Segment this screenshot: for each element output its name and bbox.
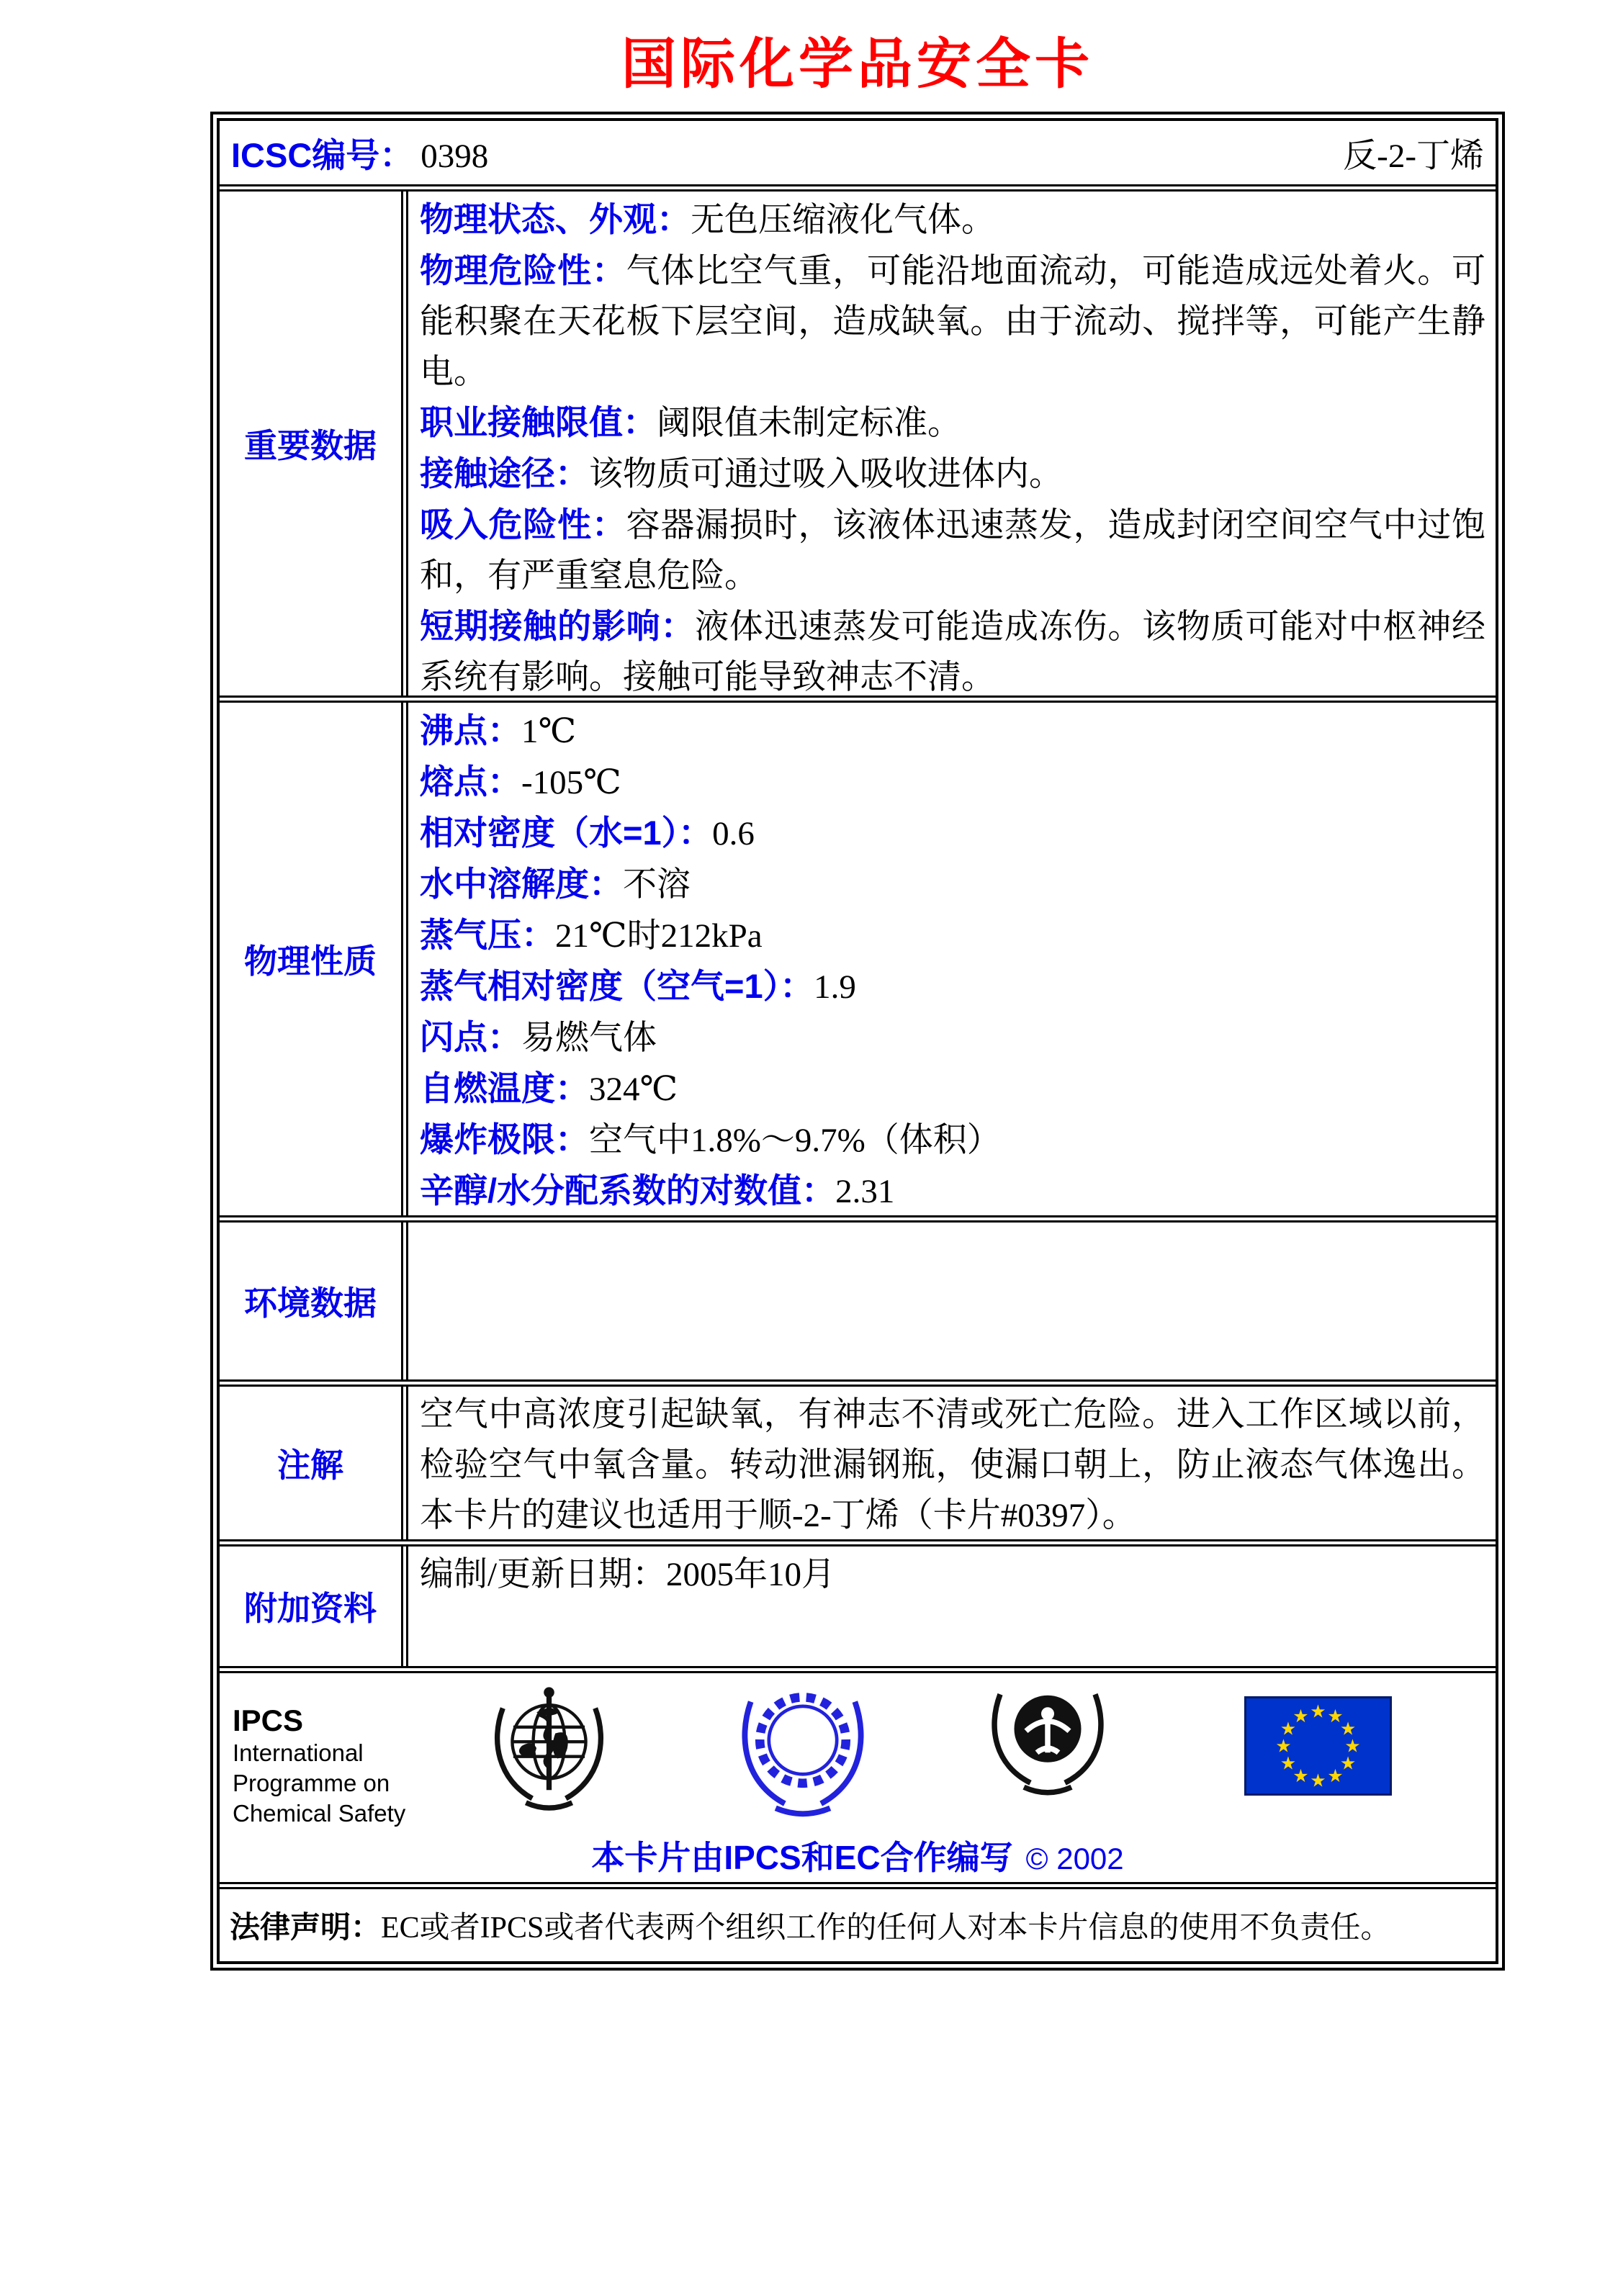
text-line [420, 601, 1485, 695]
field-label: 闪点： [420, 1018, 521, 1056]
field-value: 编制/更新日期：2005年10月 [420, 1556, 836, 1593]
text-line [420, 1012, 1485, 1063]
field-value: 2.31 [835, 1173, 895, 1210]
field-value: 21℃时212kPa [555, 917, 763, 955]
text-line [420, 859, 1485, 910]
ipcs-text-block [233, 1703, 405, 1829]
eu-star-icon: ★ [1327, 1765, 1344, 1787]
field-label: 接触途径： [420, 454, 589, 492]
field-value: 易燃气体 [521, 1019, 657, 1057]
field-label: 辛醇/水分配系数的对数值： [420, 1171, 836, 1210]
eu-star-icon: ★ [1292, 1765, 1309, 1787]
field-value: 无色压缩液化气体。 [691, 202, 995, 239]
eu-star-icon: ★ [1310, 1701, 1326, 1722]
row-important-data [220, 184, 1496, 695]
field-value: 1℃ [521, 713, 577, 750]
field-label: 水中溶解度： [420, 865, 623, 903]
header-row [220, 121, 1496, 184]
field-label: 蒸气相对密度（空气=1）： [420, 967, 814, 1005]
field-value: 该物质可通过吸入吸收进体内。 [589, 456, 1063, 493]
text-line [420, 757, 1485, 808]
row-notes [220, 1379, 1496, 1539]
eu-star-icon: ★ [1344, 1735, 1361, 1757]
environmental-data-content [401, 1223, 1496, 1379]
section-label-physical-properties: 物理性质 [244, 942, 377, 980]
page-title: 国际化学品安全卡 [621, 34, 1094, 95]
row-physical-properties [220, 695, 1496, 1215]
text-line [420, 246, 1485, 397]
field-label: 相对密度（水=1）： [420, 814, 713, 852]
field-value: 空气中1.8%～9.7%（体积） [589, 1122, 1001, 1159]
eu-star-icon: ★ [1327, 1705, 1344, 1726]
icsc-number-group [231, 129, 488, 177]
field-value: 容器漏损时，该液体迅速蒸发，造成封闭空间空气中过饱和，有严重窒息危险。 [420, 507, 1486, 595]
row-additional-info [220, 1539, 1496, 1666]
text-line [420, 194, 1485, 246]
ilo-logo-icon [734, 1677, 871, 1817]
eu-star-icon: ★ [1339, 1718, 1357, 1739]
field-label: 爆炸极限： [420, 1120, 589, 1158]
ipcs-acronym: IPCS [233, 1703, 304, 1737]
unep-logo-icon [983, 1675, 1112, 1829]
field-value: 1.9 [814, 968, 856, 1006]
text-line [420, 706, 1485, 757]
row-environmental-data [220, 1215, 1496, 1379]
field-label: 短期接触的影响： [420, 607, 696, 645]
section-label-additional-info: 附加资料 [244, 1590, 377, 1627]
section-label-notes: 注解 [277, 1446, 343, 1484]
notes-content [401, 1387, 1496, 1539]
field-value: 气体比空气重，可能沿地面流动，可能造成远处着火。可能积聚在天花板下层空间，造成缺氧。由于流动、搅拌等，可能产生静电。 [420, 253, 1486, 391]
additional-info-content [401, 1547, 1496, 1666]
footer-caption [220, 1832, 1496, 1879]
important-data-content [401, 192, 1496, 695]
eu-star-icon: ★ [1339, 1752, 1357, 1774]
caption-text: 本卡片由IPCS和EC合作编写 [591, 1839, 1013, 1876]
field-value: 液体迅速蒸发可能造成冻伤。该物质可能对中枢神经系统有影响。接触可能导致神志不清。 [420, 608, 1486, 695]
field-label: 熔点： [420, 762, 521, 801]
eu-flag-icon [1244, 1696, 1392, 1796]
icsc-number-value: 0398 [421, 137, 489, 175]
text-line [420, 397, 1485, 449]
eu-star-icon: ★ [1275, 1735, 1292, 1757]
text-line [420, 1549, 1485, 1600]
field-label: 职业接触限值： [420, 403, 657, 441]
field-label: 物理状态、外观： [420, 200, 691, 238]
text-line [420, 1063, 1485, 1115]
safety-card-table [210, 112, 1505, 1971]
field-value: 阈限值未制定标准。 [657, 405, 961, 442]
row-legal-notice [220, 1882, 1496, 1961]
field-label: 物理危险性： [420, 251, 626, 289]
ipcs-line-2: Programme on [233, 1770, 390, 1796]
eu-star-icon: ★ [1292, 1705, 1309, 1726]
eu-stars [1246, 1698, 1390, 1793]
text-line [420, 961, 1485, 1012]
eu-star-icon: ★ [1280, 1752, 1297, 1774]
ipcs-line-1: International [233, 1739, 364, 1766]
who-logo-icon [486, 1680, 612, 1814]
text-line [420, 1390, 1485, 1539]
field-value: -105℃ [521, 764, 621, 801]
field-value: 不溶 [623, 866, 691, 904]
field-value: 空气中高浓度引起缺氧，有神志不清或死亡危险。进入工作区域以前，检验空气中氧含量。转动泄漏钢瓶，使漏口朝上，防止液态气体逸出。本卡片的建议也适用于顺-2-丁烯（卡片#0397）。 [420, 1396, 1485, 1534]
eu-star-icon: ★ [1310, 1770, 1326, 1791]
text-line [420, 500, 1485, 601]
section-label-environmental-data: 环境数据 [244, 1284, 377, 1322]
legal-notice-text: EC或者IPCS或者代表两个组织工作的任何人对本卡片信息的使用不负责任。 [381, 1912, 1391, 1945]
eu-star-icon: ★ [1280, 1718, 1297, 1739]
field-label: 蒸气压： [420, 916, 555, 954]
field-value: 0.6 [712, 815, 755, 852]
text-line [420, 449, 1485, 500]
copyright-text: © 2002 [1025, 1842, 1124, 1876]
text-line [420, 808, 1485, 859]
field-label: 自燃温度： [420, 1069, 589, 1107]
physical-properties-content [401, 703, 1496, 1215]
chemical-name: 反-2-丁烯 [1343, 137, 1484, 175]
ipcs-line-3: Chemical Safety [233, 1800, 406, 1827]
field-label: 吸入危险性： [420, 505, 626, 544]
legal-notice-label: 法律声明： [230, 1910, 382, 1944]
section-label-important-data: 重要数据 [244, 427, 377, 464]
text-line [420, 1115, 1485, 1166]
icsc-number-label: ICSC编号： [231, 135, 414, 174]
text-line [420, 910, 1485, 961]
field-value: 324℃ [589, 1071, 678, 1108]
row-organization-logos [220, 1666, 1496, 1882]
field-label: 沸点： [420, 711, 521, 749]
text-line [420, 1166, 1485, 1215]
